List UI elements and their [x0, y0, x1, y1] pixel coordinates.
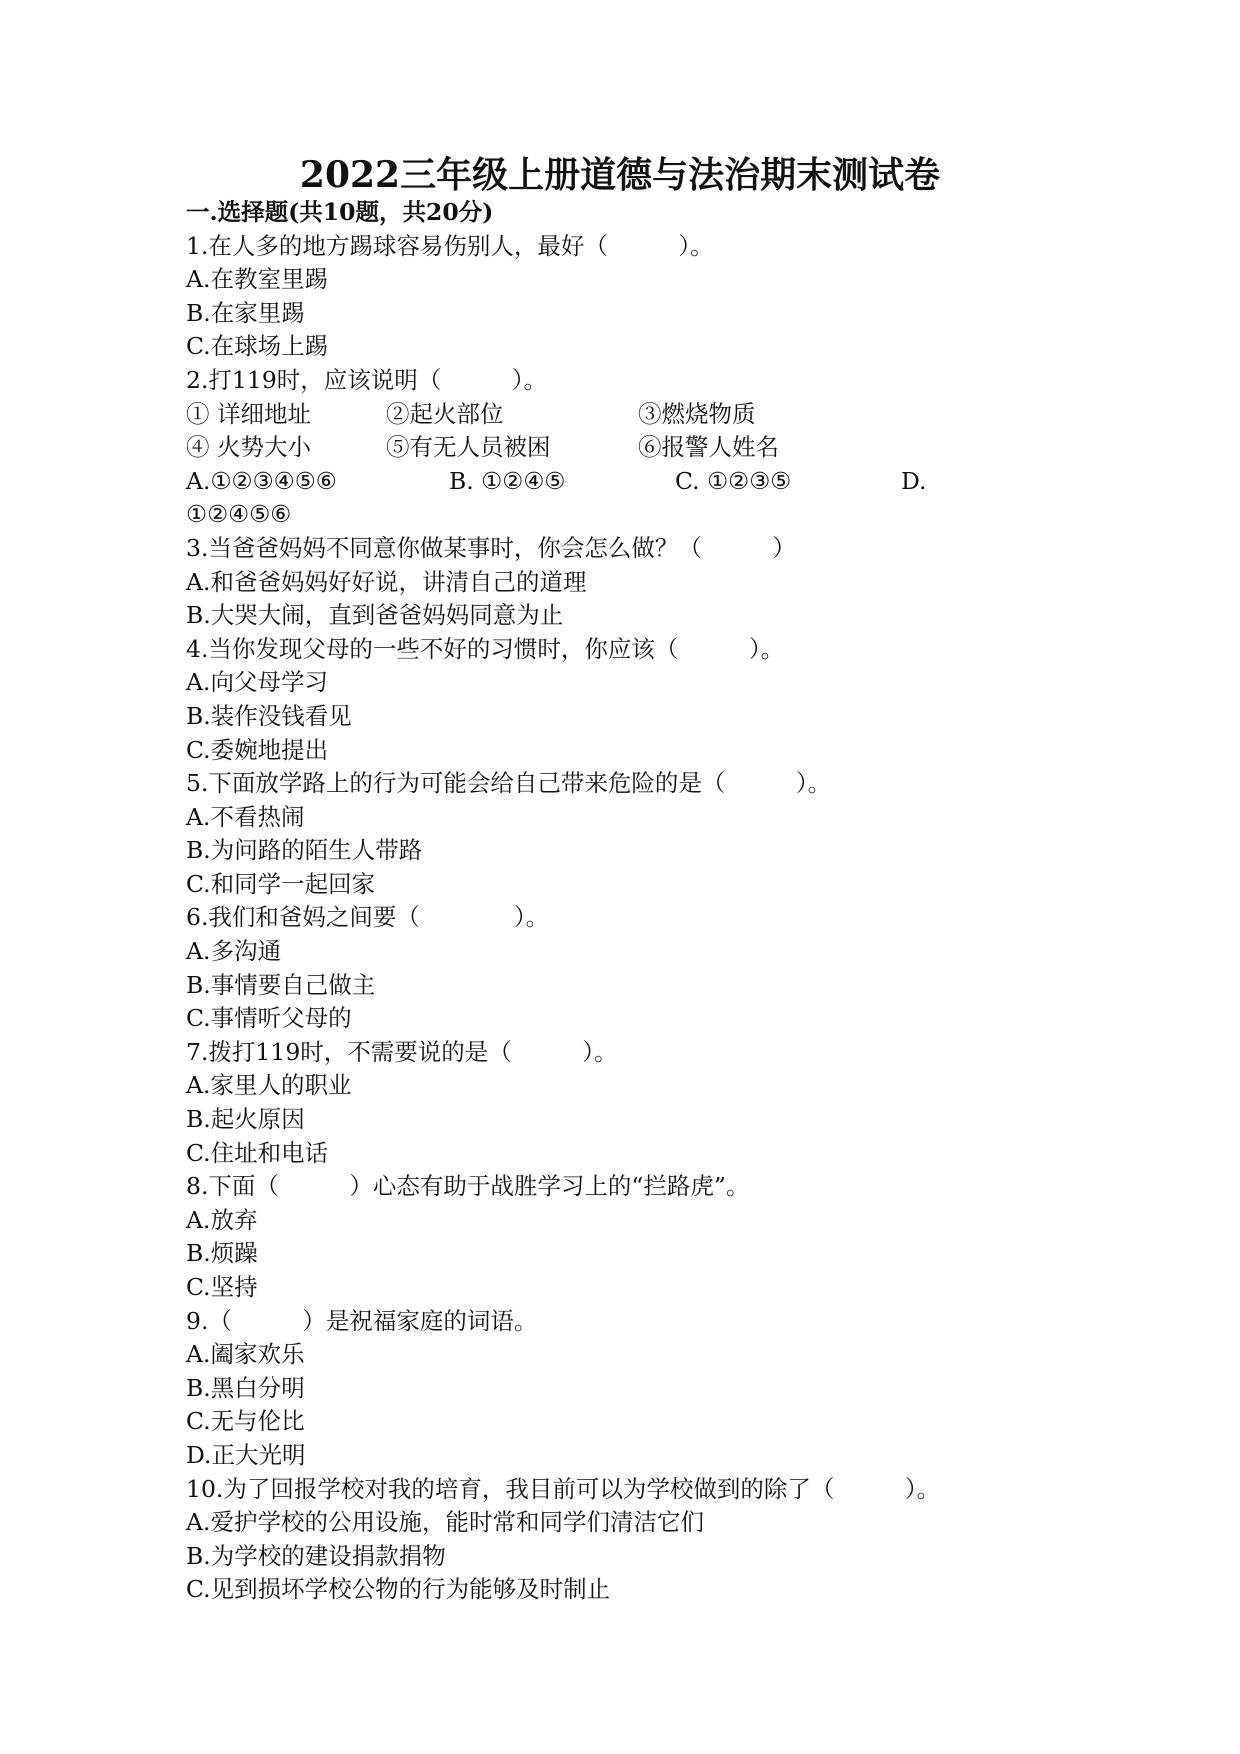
question-stem: 9.（ ）是祝福家庭的词语。	[186, 1306, 538, 1335]
question-option: B.在家里踢	[186, 298, 305, 327]
question-option: A.①②③④⑤⑥	[186, 466, 337, 495]
question-option: A.在教室里踢	[186, 265, 328, 294]
question-option: B.装作没钱看见	[186, 701, 352, 730]
question-option: A.多沟通	[186, 937, 281, 966]
question-option: C.无与伦比	[186, 1407, 305, 1436]
question-option: B.为问路的陌生人带路	[186, 836, 423, 865]
question-option: A.和爸爸妈妈好好说，讲清自己的道理	[186, 567, 587, 596]
answer-item: ④ 火势大小	[186, 433, 311, 462]
section-heading: 一.选择题(共10题，共20分)	[186, 198, 494, 226]
answer-item: ⑤有无人员被困	[386, 433, 551, 462]
question-option: B.起火原因	[186, 1105, 305, 1134]
options-row	[186, 465, 1066, 499]
question-option: C.委婉地提出	[186, 735, 329, 764]
question-option: C. ①②③⑤	[675, 466, 792, 495]
answer-items-row	[186, 398, 1066, 432]
question-option: A.阖家欢乐	[186, 1340, 305, 1369]
question-option: A.不看热闹	[186, 802, 305, 831]
question-option: D.	[901, 466, 927, 495]
question-option: C.住址和电话	[186, 1138, 329, 1167]
question-stem: 7.拨打119时，不需要说的是（ ）。	[186, 1037, 618, 1066]
question-option: C.和同学一起回家	[186, 869, 376, 898]
question-option: C.见到损坏学校公物的行为能够及时制止	[186, 1575, 611, 1604]
question-option: B.大哭大闹，直到爸爸妈妈同意为止	[186, 601, 564, 630]
answer-items-row	[186, 431, 1066, 465]
question-option: A.向父母学习	[186, 668, 328, 697]
question-stem: 1.在人多的地方踢球容易伤别人，最好（ ）。	[186, 231, 714, 260]
question-list	[186, 196, 1066, 1607]
question-stem: 3.当爸爸妈妈不同意你做某事时，你会怎么做？（ ）	[186, 533, 796, 562]
answer-item: ① 详细地址	[186, 399, 311, 428]
question-option: C.坚持	[186, 1273, 258, 1301]
question-option: B.事情要自己做主	[186, 970, 376, 999]
question-option: B.为学校的建设捐款捐物	[186, 1541, 446, 1570]
question-option: C.事情听父母的	[186, 1004, 352, 1033]
page-title: 2022三年级上册道德与法治期末测试卷	[299, 154, 941, 196]
answer-item: ⑥报警人姓名	[638, 433, 779, 462]
question-option: A.爱护学校的公用设施，能时常和同学们清洁它们	[186, 1508, 704, 1537]
question-stem: 4.当你发现父母的一些不好的习惯时，你应该（ ）。	[186, 634, 785, 663]
question-option: B.黑白分明	[186, 1373, 305, 1402]
question-stem: 6.我们和爸妈之间要（ ）。	[186, 903, 550, 932]
question-option: C.在球场上踢	[186, 332, 329, 361]
question-option: B.烦躁	[186, 1239, 258, 1268]
question-option: A.放弃	[186, 1205, 258, 1234]
question-option-wrap: ①②④⑤⑥	[186, 500, 292, 529]
answer-item: ③燃烧物质	[638, 399, 756, 428]
question-stem: 5.下面放学路上的行为可能会给自己带来危险的是（ ）。	[186, 769, 832, 798]
question-option: A.家里人的职业	[186, 1071, 352, 1100]
question-option: B. ①②④⑤	[449, 466, 566, 495]
question-stem: 2.打119时，应该说明（ ）。	[186, 365, 548, 394]
question-option: D.正大光明	[186, 1440, 306, 1469]
question-stem: 10.为了回报学校对我的培育，我目前可以为学校做到的除了（ ）。	[186, 1474, 941, 1503]
question-stem: 8.下面（ ）心态有助于战胜学习上的“拦路虎”。	[186, 1172, 750, 1201]
answer-item: ②起火部位	[386, 399, 504, 428]
